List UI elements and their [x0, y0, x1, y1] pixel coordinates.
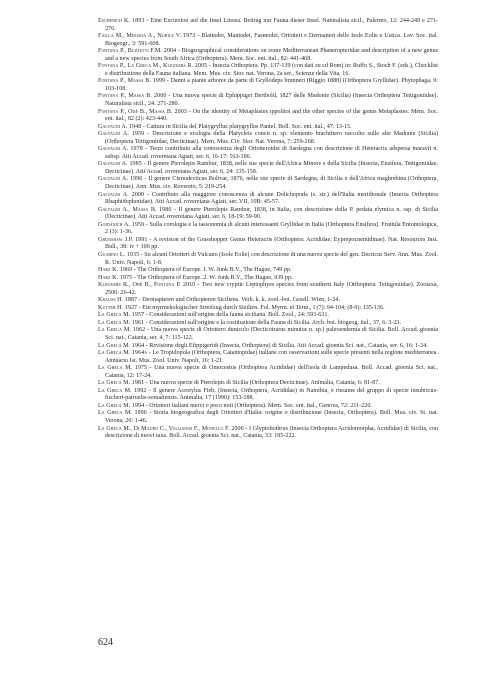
reference-text: - Il genere Acrotylus Fieb. (Insecta, Orthoptera, Acrididae) in Namibia, e riesame del gruppo di specie insubricus-fischeri-patruelis-somaliensis. Animalia, 17 (1990): 153-188.	[105, 387, 438, 402]
reference-authors: La Greca M. 1992	[98, 387, 147, 394]
reference-text: - I Glyptobothrus (Insecta Orthoptera Acridomorpha, Acrididae) di Sicilia, con descrizione di nuovi taxa. Boll. Accad. gioenia Sci. nat., Catania, 33: 185-222.	[105, 425, 438, 440]
reference-entry	[98, 282, 438, 297]
reference-text: - Considerazioni sull'origine della fauna siciliana. Boll. Zool., 24: 593-631.	[144, 312, 329, 319]
reference-authors: Krauss H. 1887	[98, 297, 138, 304]
reference-authors: Fontana P., La Greca M., Kleukers R. 2005	[98, 63, 208, 70]
reference-text: - Sulla corologia e la tassonomia di alcuni interessanti Gryllidae in Italia (Orthoptera Ensifera). Fruttula Entomologica, 2 (3): 1-36.	[105, 221, 438, 236]
reference-entry	[98, 131, 438, 146]
reference-text: - Two new cryptic Leptophyes species from southern Italy (Orthoptera: Tettigoniidae). Zootaxa, 2506: 26-42.	[105, 282, 438, 296]
reference-text: - Una nuova specie di Omocestus (Orthoptera Acrididae) dell'isola di Lampedusa. Boll. Accad. gioenia Sci. nat., Catania, 12: 17-24.	[105, 365, 438, 379]
reference-text: - The Orthoptera of Europe. I. W. Junk B.V., The Hague, 749 pp.	[132, 267, 292, 274]
reference-text: - Revisione degli Efippigeridi (Insecta, Orthoptera) di Sicilia. Atti Accad. gioenia Sci. nat., Catania, ser. 6, 16: 1-24.	[144, 342, 428, 349]
reference-authors: La Greca M. 1964a	[98, 350, 148, 357]
reference-authors: La Greca M. 1975	[98, 365, 148, 372]
reference-authors: Grunshaw J.P. 1991	[98, 236, 148, 243]
reference-authors: Galvagni A. 1959	[98, 131, 145, 138]
reference-authors: Harz K. 1975	[98, 274, 133, 281]
reference-text: - Danni a piante arboree da parte di Gryllodeps brunneri (Riggio 1888) (Orthoptera Gryllidae). Phytophaga, 9: 103-108.	[105, 78, 438, 92]
reference-entry	[98, 350, 438, 365]
reference-entry	[98, 327, 438, 342]
reference-entry	[98, 78, 438, 93]
reference-entry	[98, 365, 438, 380]
reference-authors: La Greca M. 1961	[98, 319, 145, 326]
reference-entry	[98, 207, 438, 222]
reference-entry	[98, 18, 438, 33]
reference-authors: La Greca M., Di Mauro C., Viglianisi F., Monello F. 2000	[98, 425, 244, 432]
reference-entry	[98, 146, 438, 161]
reference-text: - A revision of the Grasshopper Genus Heteracris (Orthoptera: Acrididae: Eyprepocnemidinae). Nat. Resources Inst. Bull., 38: iv + 106 pp.	[105, 236, 438, 251]
reference-text: - Dermapteren und Orthopteren Siciliens. Verh. k. k. zool.-bot. Gesell. Wien, 1-24.	[137, 297, 340, 304]
reference-entry	[98, 109, 438, 124]
reference-entry	[98, 343, 438, 351]
reference-authors: Fontana P., Massa B. 2000	[98, 93, 167, 100]
reference-authors: Galvagni A. 1948	[98, 123, 142, 130]
reference-text: - Le Tropidopola (Orthoptera, Catantopidae) italiane con osservazioni sulle specie presenti nella regione mediterranea. Annuario Ist. Mus. Zool. Univ. Napoli, 16: 1-21.	[105, 350, 438, 364]
reference-entry	[98, 93, 438, 108]
reference-authors: Galvagni A. 1990	[98, 176, 143, 183]
reference-authors: Fontana P., Buzzetti F.M. 2004	[98, 48, 177, 55]
reference-entry	[98, 297, 438, 305]
reference-authors: La Greca M. 1994	[98, 402, 145, 409]
reference-entry	[98, 176, 438, 191]
reference-entry	[98, 275, 438, 283]
reference-entry	[98, 426, 438, 441]
reference-entry	[98, 33, 438, 48]
reference-text: - Considerazioni sull'origine e la costituzione della Fauna di Sicilia. Arch. bot. biogeog. ital., 37, 6: 3-23.	[144, 319, 402, 326]
reference-authors: Galvagni A. 1985	[98, 161, 142, 168]
reference-authors: Goidanich A. 1959	[98, 221, 145, 228]
reference-entry	[98, 222, 438, 237]
reference-authors: Fontana P., Massa B. 1999	[98, 78, 166, 85]
reference-text: - Il genere Pterolepis Rambur, 1838, nelle sue specie dell'Africa Minore e della Sicilia (Insecta, Ensifera, Tettigoniidae, Decticinae). Atti Accad. roveretana Agiati, ser. 6, 24: 135-158.	[105, 161, 438, 175]
reference-text: - Biogeographical considerations on some Mediterranean Phaneropteridae and description of a new genus and a new species from South Africa (Orthoptera). Mem. Soc. ent. ital., 82: 441-468.	[105, 48, 438, 62]
reference-text: - Il genere Pterolepis Rambur, 1838, in Italia, con descrizione della P. pedata elymica n. ssp. di Sicilia (Decticinae). Atti Accad. roveretana Agiati, ser. 6, 18-19: 59-90.	[105, 206, 438, 221]
reference-authors: Guarino L. 1935	[98, 251, 140, 258]
reference-authors: La Greca M. 1996	[98, 410, 147, 417]
reference-authors: Galvagni A. 1978	[98, 146, 143, 153]
reference-text: - Eine Excursion auf die Insel Linosa. Beitrag nur Fauna dieser Insel. Naturalista sicil., Palermo, 12: 244-249 e 271-276.	[105, 18, 438, 32]
reference-text: - Insecta Orthoptera. Pp. 137-139 (con dati su cd Rom) in: Ruffo S., Stoch F. (eds.), Checklist e distribuzione della Fauna italiana. Mem. Mus. civ. Stor. nat. Verona, 2a ser., Scienze della Vita, 16.	[105, 63, 438, 77]
reference-authors: Kutter H. 1927	[98, 304, 138, 311]
reference-authors: Kleukers R., Odè B., Fontana P. 2010	[98, 282, 196, 289]
reference-authors: Failla M., Messina A., Nobile V. 1973	[98, 33, 196, 40]
reference-list	[98, 18, 438, 441]
reference-authors: La Greca M. 1957	[98, 312, 145, 319]
reference-authors: La Greca M. 1964	[98, 342, 145, 349]
reference-text: - Ein myrmekologischer Streifzug durch Sizilien. Fol. Myrm. et Term., I (7): 94-104; (8-9): 135-136.	[137, 304, 385, 311]
reference-text: - Contributo alla maggiore conoscenza di alcune Dolichopoda (s. str.) dell'Italia meridionale (Insecta Orthoptera Rhaphidophoridae). Atti Accad. roveretana Agiati, ser. VII, 10B: 45-57.	[105, 191, 438, 206]
reference-authors: Harz K. 1969	[98, 267, 133, 274]
reference-text: - Blattodei, Mantodei, Fasmodei, Ortotteri e Dermatteri delle Isole Eolie e Ustica. Lav. Soc. ital. Biogeogr., 3: 591-608.	[105, 33, 438, 47]
reference-text: - Terzo contributo alla conoscenza degli Ortotteroidei di Sardegna con descrizione di Heteracris adspersa maravii n. subsp. Atti Accad. roveretana Agiati, ser. 6, 16-17: 163-186.	[105, 146, 438, 160]
reference-text: - Cattura in Sicilia del Platygryllus platygryllus Pantel. Boll. Soc. ent. ital., 47: 13-15.	[141, 123, 352, 130]
reference-entry	[98, 380, 438, 388]
reference-authors: La Greca M. 1962	[98, 327, 146, 334]
reference-entry	[98, 237, 438, 252]
reference-entry	[98, 48, 438, 63]
reference-text: - On the identity of Metaplastes ippolitoi and the other species of the genus Metaplastes. Mem. Soc. ent. ital., 82 (2): 423-440.	[105, 108, 438, 123]
reference-text: - Descrizione e ecologia della Platycleis concii n. sp. elemento brachittero raccolto sulle alte Madonie (Sicilia) (Orthoptera Tettigoniidae, Decticinae). Mem. Mus. Civ. Stor. Nat. Verona, 7: 259-268.	[105, 131, 439, 145]
reference-entry	[98, 388, 438, 403]
reference-entry	[98, 410, 438, 425]
reference-authors: Galvagni A., Massa B. 1980	[98, 206, 172, 213]
reference-entry	[98, 312, 438, 320]
reference-text: - The Orthoptera of Europe. 2. W. Junk B.V., The Hague, 939 pp.	[132, 274, 293, 281]
reference-text: - Ortotteri italiani nuovi o poco noti (Orthoptera). Mem. Soc. ent. ital., Genova, 72: 211-220.	[144, 402, 372, 409]
reference-authors: Galvagni A. 2000	[98, 191, 145, 198]
reference-authors: Fontana P., Odè B., Massa B. 2003	[98, 108, 187, 115]
reference-text: - Una nuova specie di Ephippiger Berthold, 1827 delle Madonie (Sicilia) (Insecta Orthoptera Tettigoniidae). Naturalista sicil., 24: 271-280.	[105, 93, 438, 108]
reference-authors: La Greca M. 1981	[98, 380, 145, 387]
reference-entry	[98, 63, 438, 78]
reference-text: - Il genere Ctenodecticus Bolivar, 1876, nelle sue specie di Sardegna, di Sicilia e dell'Africa maghrebina (Orthoptera, Decticinae). Ann. Mus. civ. Rovereto, 5: 219-254.	[105, 176, 438, 191]
page-number: 624	[98, 637, 113, 648]
reference-entry	[98, 267, 438, 275]
reference-authors: Escherich K. 1893	[98, 18, 145, 24]
reference-text: - Storia biogeografica degli Ortotteri d'Italia: origine e distribuzione (Insecta, Orthoptera). Boll. Mus. civ. St. nat. Verona, 20: 1-46.	[105, 410, 438, 424]
reference-text: - Una nuova specie di Ortottero dunicolo (Decticotrarus minutus n. sp.) paleoendemia di Sicilia. Boll. Accad. gioenia Sci. nat., Catania, ser. 4, 7: 115-122.	[105, 327, 438, 341]
reference-entry	[98, 252, 438, 267]
reference-entry	[98, 192, 438, 207]
reference-text: - Una nuova specie di Pterolepis di Sicilia (Orthoptera Decticinae). Animalia, Catania, 6: 81-87.	[144, 380, 380, 387]
reference-entry	[98, 161, 438, 176]
reference-text: - Su alcuni Ortotteri di Vulcano (Isole Eolie) con descrizione di una nuova specie del gen. Decticus Serv. Ann. Mus. Zool. R. Univ. Napoli, 6: 1-8.	[105, 251, 438, 266]
